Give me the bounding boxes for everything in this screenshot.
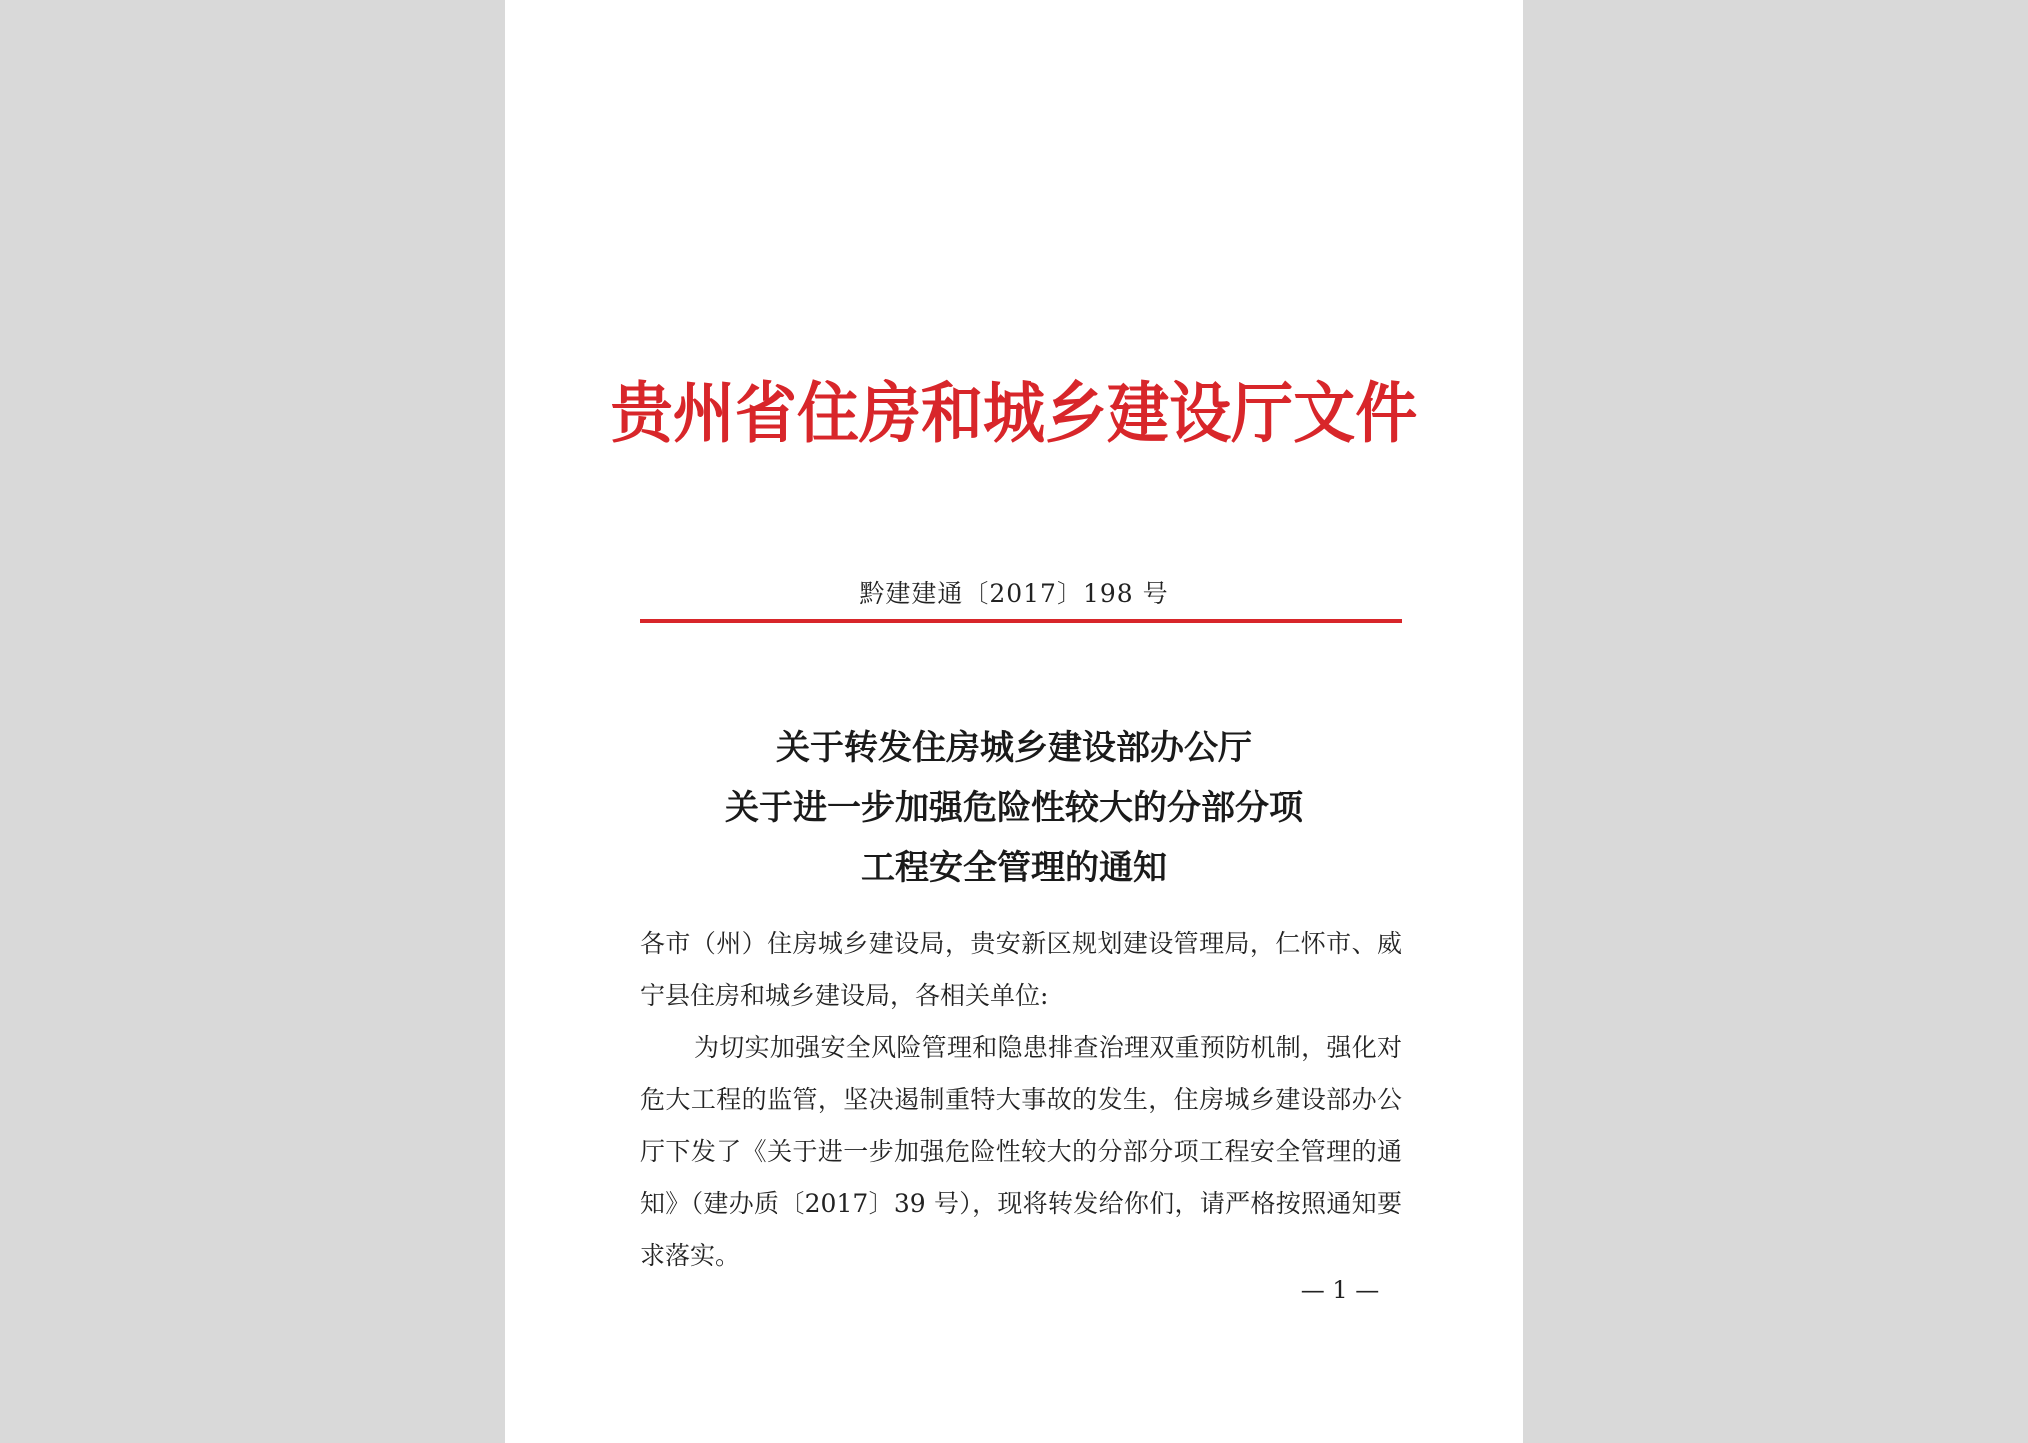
notice-title-line-3: 工程安全管理的通知 [861, 848, 1167, 888]
notice-title-line-2: 关于进一步加强危险性较大的分部分项 [725, 788, 1303, 828]
red-divider-line [640, 619, 1402, 623]
issuer-header-title: 贵州省住房和城乡建设厅文件 [610, 374, 1418, 452]
notice-title [505, 718, 1523, 898]
addressee-paragraph: 各市（州）住房城乡建设局，贵安新区规划建设管理局，仁怀市、威宁县住房和城乡建设局，各相关单位: [640, 929, 1402, 1010]
notice-title-line-1: 关于转发住房城乡建设部办公厅 [776, 728, 1252, 768]
body-paragraph: 为切实加强安全风险管理和隐患排查治理双重预防机制，强化对危大工程的监管，坚决遏制重特大事故的发生，住房城乡建设部办公厅下发了《关于进一步加强危险性较大的分部分项工程安全管理的通知》（建办质〔2017〕39 号），现将转发给你们，请严格按照通知要求落实。 [640, 1033, 1402, 1270]
document-page [505, 0, 1523, 1443]
page-number: — 1 — [1300, 1276, 1380, 1304]
document-body [640, 918, 1402, 1282]
document-number: 黔建建通〔2017〕198 号 [859, 579, 1169, 608]
